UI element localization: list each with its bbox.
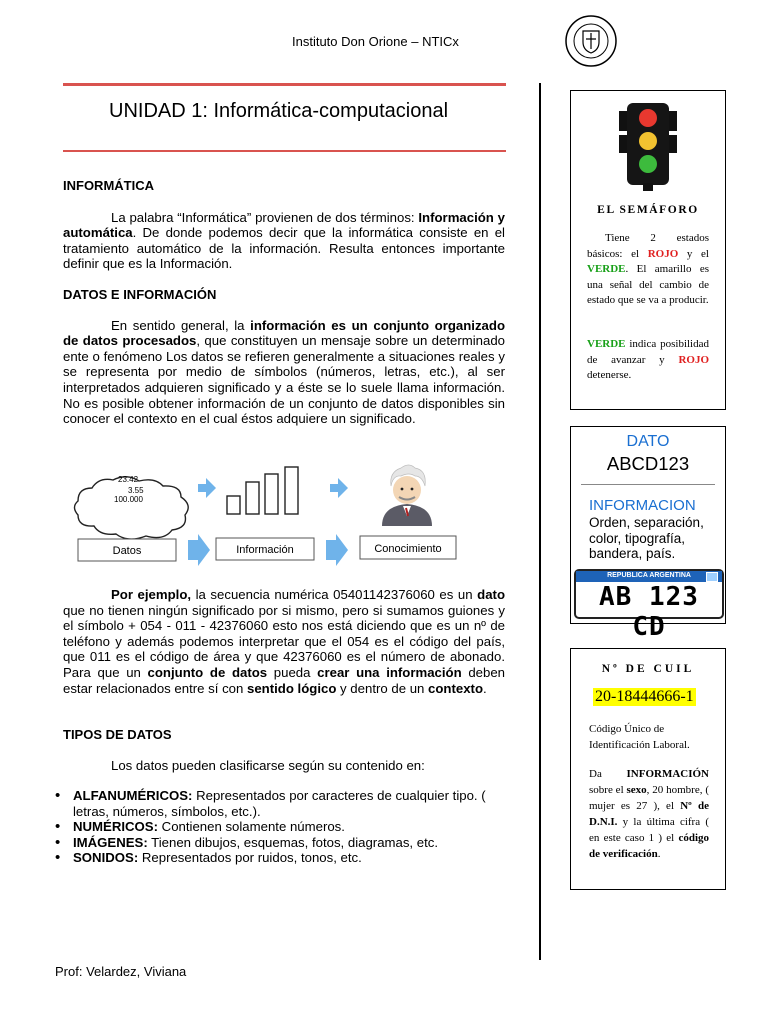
informacion-desc: Orden, separación, color, tipografía, bandera, país. bbox=[589, 515, 704, 561]
section-tipos-datos bbox=[63, 727, 505, 773]
section-heading: TIPOS DE DATOS bbox=[63, 727, 172, 742]
list-item: • NUMÉRICOS: Contienen solamente números. bbox=[63, 819, 505, 835]
datos-informacion-conocimiento-diagram bbox=[72, 460, 462, 570]
bar-icon bbox=[285, 467, 298, 514]
informacion-label: INFORMACION bbox=[589, 497, 696, 514]
section-datos-informacion bbox=[63, 287, 505, 427]
semaforo-title: EL SEMÁFORO bbox=[597, 204, 699, 216]
bar-icon bbox=[227, 496, 240, 514]
red-light bbox=[639, 109, 657, 127]
section-heading: DATOS E INFORMACIÓN bbox=[63, 287, 217, 302]
arrow-icon bbox=[188, 534, 210, 566]
cuil-box bbox=[570, 648, 726, 890]
arrow-icon bbox=[326, 534, 348, 566]
arrow-icon bbox=[330, 478, 348, 498]
bar-icon bbox=[246, 482, 259, 514]
paragraph: Por ejemplo, la secuencia numérica 05401142376060 es un dato que no tienen ningún significado por si mismo, pero si sumamos guiones y el símbolo + 054 - 011 - 42376060 esto nos está diciendo que es un nº de teléfono y además podemos interpretar que el 054 es el código del país, que 011 es el código de área y que 42376060 es el número de abonado. Para que un conjunto de datos pueda crear una información deben estar relacionados entre sí con sentido lógico y dentro de un contexto. bbox=[63, 587, 506, 696]
dato-label: DATO bbox=[626, 433, 670, 450]
arrow-icon bbox=[198, 478, 216, 498]
cuil-title: Nº DE CUIL bbox=[601, 663, 695, 675]
footer-professor: Prof: Velardez, Viviana bbox=[55, 964, 187, 979]
list-item: • SONIDOS: Representados por ruidos, tonos, etc. bbox=[63, 850, 505, 866]
plate-country: REPUBLICA ARGENTINA bbox=[607, 572, 691, 579]
section-informatica bbox=[63, 178, 505, 272]
cloud-value: 100.000 bbox=[114, 495, 143, 504]
institute-seal-icon bbox=[564, 14, 618, 68]
tipos-list bbox=[63, 788, 505, 866]
section-ejemplo bbox=[63, 587, 505, 696]
semaforo-paragraph-1: Tiene 2 estados básicos: el ROJO y el VERDE. El amarillo es una señal del cambio de estado que se va a producir. bbox=[587, 232, 709, 306]
bar-icon bbox=[265, 474, 278, 514]
diagram-label-datos: Datos bbox=[112, 545, 142, 557]
title-band bbox=[63, 83, 506, 152]
cuil-paragraph: Da INFORMACIÓN sobre el sexo, 20 hombre, ( mujer es 27 ), el Nº de D.N.I. y la última cifra ( en este caso 1 ) el código de verificación. bbox=[589, 768, 709, 860]
list-item: • IMÁGENES: Tienen dibujos, esquemas, fotos, diagramas, etc. bbox=[63, 835, 505, 851]
column-divider bbox=[539, 83, 541, 960]
cloud-value: 3.55 bbox=[128, 486, 144, 495]
semaforo-paragraph-2: VERDE indica posibilidad de avanzar y ROJO detenerse. bbox=[587, 338, 709, 381]
dato-box bbox=[570, 426, 726, 642]
diagram-label-conocimiento: Conocimiento bbox=[374, 543, 442, 555]
semaforo-box bbox=[570, 90, 726, 410]
cuil-definition: Código Único de Identificación Laboral. bbox=[589, 723, 690, 751]
paragraph: En sentido general, la información es un conjunto organizado de datos procesados, que constituyen un mensaje sobre un determinado ente o fenómeno Los datos se refieren generalmente a situaciones reales y se representa por medio de símbolos (números, letras, etc.), al ser interpretados adquieren significado y a éste se lo suele llama información. No es posible obtener información de un conjunto de datos disponibles sin conocer el contexto en el cual éstos adquiere un significado. bbox=[63, 317, 506, 427]
paragraph: La palabra “Informática” provienen de dos términos: Información y automática. De donde podemos decir que la informática consiste en el tratamiento automático de la información. Resulta entonces importante definir que es la Información. bbox=[63, 209, 505, 272]
license-plate bbox=[574, 569, 724, 642]
cloud-value: 23.42 bbox=[118, 475, 139, 484]
dato-value: ABCD123 bbox=[606, 453, 690, 474]
divider bbox=[581, 484, 715, 485]
header-institute: Instituto Don Orione – NTICx bbox=[292, 34, 459, 49]
page-title: UNIDAD 1: Informática-computacional bbox=[109, 100, 449, 122]
cuil-number: 20-18444666-1 bbox=[595, 688, 694, 705]
diagram-label-informacion: Información bbox=[236, 544, 294, 556]
list-item: • ALFANUMÉRICOS: Representados por caracteres de cualquier tipo. ( letras, números, símbolos, etc.). bbox=[63, 788, 505, 819]
einstein-icon bbox=[382, 465, 432, 526]
plate-text: AB 123 CD bbox=[599, 582, 699, 642]
traffic-light-icon bbox=[615, 103, 681, 191]
yellow-light bbox=[639, 132, 657, 150]
section-heading: INFORMÁTICA bbox=[63, 178, 154, 193]
flag-icon bbox=[706, 572, 718, 582]
paragraph: Los datos pueden clasificarse según su contenido en: bbox=[111, 757, 425, 773]
green-light bbox=[639, 155, 657, 173]
